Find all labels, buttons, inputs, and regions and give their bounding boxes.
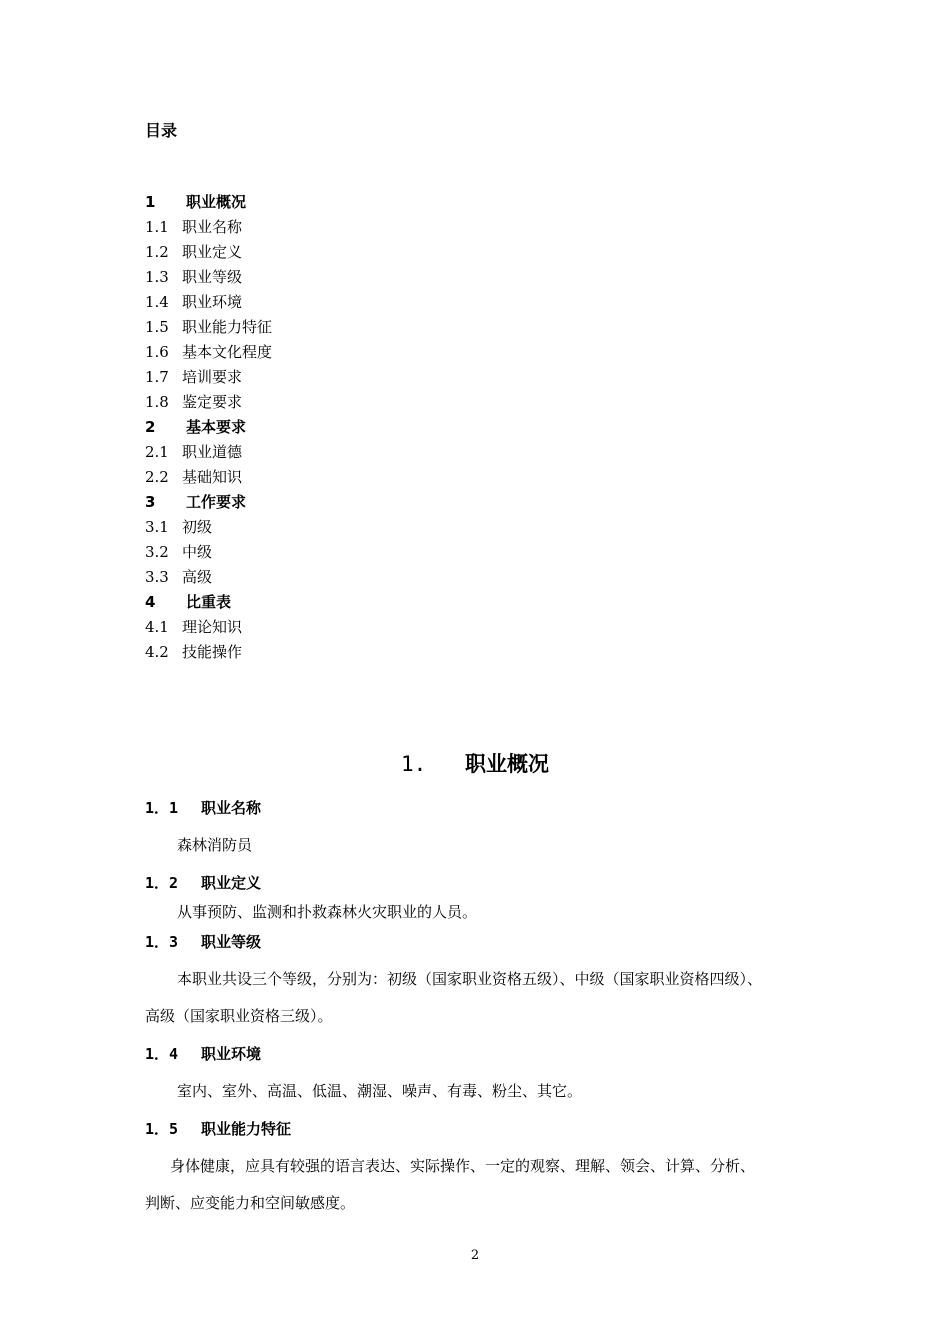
toc-entry: [145, 617, 272, 642]
section-body-1-5-line1: 身体健康，应具有较强的语言表达、实际操作、一定的观察、理解、领会、计算、分析、: [170, 1157, 756, 1175]
toc-entry-number: 1.8: [145, 393, 169, 411]
toc-entry-number: 1.3: [145, 268, 169, 286]
toc-entry: [145, 367, 272, 392]
toc-entry: [145, 292, 272, 317]
toc-entry-number: 4: [145, 593, 156, 611]
toc-entry: [145, 542, 272, 567]
toc-entry-label: 职业环境: [182, 293, 243, 311]
toc-entry-label: 职业定义: [182, 243, 243, 261]
toc-entry: [145, 242, 272, 267]
toc-entry-number: 1.6: [145, 343, 169, 361]
toc-entry-number: 4.2: [145, 643, 169, 661]
toc-entry: [145, 492, 272, 517]
page-number: 2: [470, 1248, 480, 1263]
toc-entry-label: 鉴定要求: [182, 393, 243, 411]
toc-entry-number: 4.1: [145, 618, 169, 636]
toc-entry-label: 理论知识: [182, 618, 243, 636]
toc-entry-number: 3: [145, 493, 156, 511]
section-title: 职业定义: [201, 874, 262, 892]
section-heading-1-3: [145, 931, 261, 952]
toc-entry: [145, 192, 272, 217]
toc-entry-number: 1.2: [145, 243, 169, 261]
toc-entry: [145, 217, 272, 242]
toc-entry: [145, 417, 272, 442]
toc-entry-number: 3.1: [145, 518, 169, 536]
toc-entry-label: 职业名称: [182, 218, 243, 236]
section-heading-1-5: [145, 1118, 291, 1139]
section-body-1-5-line2: 判断、应变能力和空间敏感度。: [145, 1194, 356, 1212]
section-body-1-1: 森林消防员: [177, 836, 253, 854]
toc-entry: [145, 267, 272, 292]
toc-entry-number: 1.1: [145, 218, 169, 236]
section-number: 1．1: [145, 799, 179, 817]
toc-entry-number: 1: [145, 193, 156, 211]
toc-entry-number: 2: [145, 418, 156, 436]
toc-entry-label: 基础知识: [182, 468, 243, 486]
section-title: 职业能力特征: [201, 1120, 292, 1138]
toc-entry-label: 职业道德: [182, 443, 243, 461]
toc-entry-number: 1.7: [145, 368, 169, 386]
toc-entry: [145, 642, 272, 667]
toc-entry-label: 职业等级: [182, 268, 243, 286]
toc-entry-number: 2.2: [145, 468, 169, 486]
toc-entry-label: 基本要求: [186, 418, 247, 436]
section-heading-1-2: [145, 872, 261, 893]
toc-entry: [145, 342, 272, 367]
toc-entry-number: 3.3: [145, 568, 169, 586]
chapter-number: 1.: [401, 752, 427, 776]
section-title: 职业名称: [201, 799, 262, 817]
section-body-1-3-line2: 高级（国家职业资格三级）。: [145, 1007, 333, 1025]
section-number: 1．5: [145, 1120, 179, 1138]
toc-entry-number: 1.5: [145, 318, 169, 336]
section-body-1-2: 从事预防、监测和扑救森林火灾职业的人员。: [177, 903, 478, 921]
chapter-title: 职业概况: [465, 752, 549, 776]
toc-entry: [145, 567, 272, 592]
section-title: 职业等级: [201, 933, 262, 951]
toc-entry: [145, 517, 272, 542]
section-heading-1-4: [145, 1043, 261, 1064]
toc-entry: [145, 592, 272, 617]
toc-entry-number: 1.4: [145, 293, 169, 311]
section-number: 1．3: [145, 933, 179, 951]
toc-entry-label: 工作要求: [186, 493, 247, 511]
section-body-1-4: 室内、室外、高温、低温、潮湿、噪声、有毒、粉尘、其它。: [177, 1082, 583, 1100]
toc-entry-label: 职业概况: [186, 193, 247, 211]
toc-entry-label: 培训要求: [182, 368, 243, 386]
section-number: 1．2: [145, 874, 179, 892]
toc-title: 目录: [145, 121, 178, 140]
table-of-contents: [145, 192, 272, 667]
chapter-heading: [0, 748, 950, 778]
toc-entry-label: 技能操作: [182, 643, 243, 661]
toc-entry: [145, 392, 272, 417]
toc-entry-label: 比重表: [186, 593, 232, 611]
toc-entry-label: 基本文化程度: [182, 343, 273, 361]
toc-entry: [145, 317, 272, 342]
section-title: 职业环境: [201, 1045, 262, 1063]
toc-entry-label: 职业能力特征: [182, 318, 273, 336]
section-body-1-3-line1: 本职业共设三个等级，分别为：初级（国家职业资格五级）、中级（国家职业资格四级）、: [177, 970, 763, 988]
toc-entry-label: 高级: [182, 568, 213, 586]
toc-entry: [145, 467, 272, 492]
section-heading-1-1: [145, 797, 261, 818]
toc-entry: [145, 442, 272, 467]
toc-entry-number: 2.1: [145, 443, 169, 461]
toc-entry-label: 中级: [182, 543, 213, 561]
toc-entry-label: 初级: [182, 518, 213, 536]
toc-entry-number: 3.2: [145, 543, 169, 561]
section-number: 1．4: [145, 1045, 179, 1063]
